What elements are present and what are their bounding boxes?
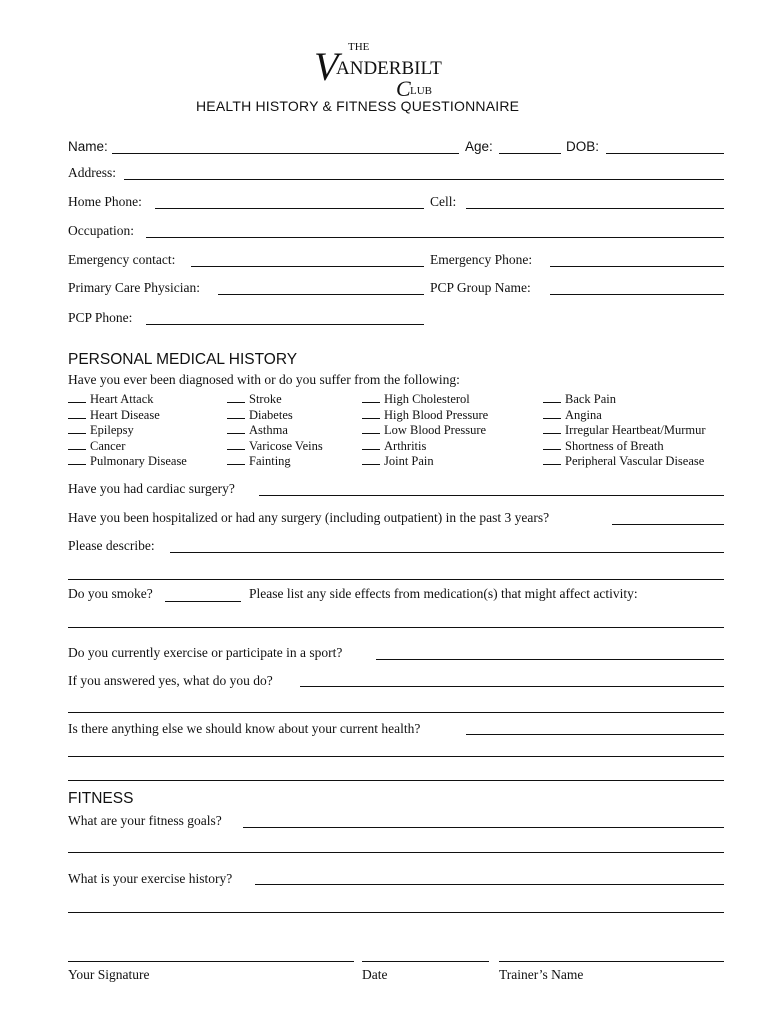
age-field[interactable]	[499, 153, 561, 154]
emergency-contact-label: Emergency contact:	[68, 252, 176, 267]
svg-text:V: V	[314, 44, 339, 89]
pcp-group-field[interactable]	[550, 294, 724, 295]
medical-history-heading: PERSONAL MEDICAL HISTORY	[68, 351, 298, 368]
condition-item: High Blood Pressure	[362, 408, 488, 424]
cell-field[interactable]	[466, 208, 724, 209]
condition-item: Irregular Heartbeat/Murmur	[543, 423, 706, 439]
logo-main: ANDERBILT	[336, 58, 442, 79]
condition-checkbox[interactable]	[68, 454, 86, 465]
condition-item: Varicose Veins	[227, 439, 323, 455]
condition-checkbox[interactable]	[362, 408, 380, 419]
condition-checkbox[interactable]	[68, 423, 86, 434]
emergency-phone-field[interactable]	[550, 266, 724, 267]
condition-item: Pulmonary Disease	[68, 454, 187, 470]
home-phone-label: Home Phone:	[68, 194, 142, 209]
condition-checkbox[interactable]	[543, 423, 561, 434]
address-label: Address:	[68, 165, 116, 180]
condition-checkbox[interactable]	[227, 408, 245, 419]
condition-item: Asthma	[227, 423, 323, 439]
condition-checkbox[interactable]	[227, 439, 245, 450]
what-do-field-line-2[interactable]	[68, 712, 724, 713]
condition-item: Back Pain	[543, 392, 706, 408]
pcp-phone-label: PCP Phone:	[68, 310, 133, 325]
pcp-label: Primary Care Physician:	[68, 280, 200, 295]
fitness-goals-field[interactable]	[243, 827, 724, 828]
condition-checkbox[interactable]	[68, 439, 86, 450]
occupation-label: Occupation:	[68, 223, 134, 238]
condition-checkbox[interactable]	[362, 392, 380, 403]
condition-checkbox[interactable]	[68, 392, 86, 403]
exercise-history-label: What is your exercise history?	[68, 871, 233, 886]
condition-item: Heart Disease	[68, 408, 187, 424]
condition-checkbox[interactable]	[68, 408, 86, 419]
signature-field[interactable]	[68, 961, 354, 962]
fitness-goals-label: What are your fitness goals?	[68, 813, 222, 828]
emergency-phone-label: Emergency Phone:	[430, 252, 533, 267]
describe-field-line-2[interactable]	[68, 579, 724, 580]
condition-checkbox[interactable]	[227, 392, 245, 403]
condition-checkbox[interactable]	[543, 392, 561, 403]
condition-checkbox[interactable]	[362, 454, 380, 465]
exercise-history-field[interactable]	[255, 884, 724, 885]
what-do-label: If you answered yes, what do you do?	[68, 673, 273, 688]
condition-checkbox[interactable]	[543, 454, 561, 465]
condition-item: Stroke	[227, 392, 323, 408]
signature-label: Your Signature	[68, 967, 150, 982]
smoke-field[interactable]	[165, 601, 241, 602]
vanderbilt-club-logo	[312, 36, 462, 98]
trainer-name-label: Trainer’s Name	[499, 967, 584, 982]
trainer-name-field[interactable]	[499, 961, 724, 962]
pcp-group-label: PCP Group Name:	[430, 280, 531, 295]
condition-checkbox[interactable]	[362, 423, 380, 434]
cardiac-surgery-field[interactable]	[259, 495, 724, 496]
fitness-goals-field-line-2[interactable]	[68, 852, 724, 853]
condition-item: Peripheral Vascular Disease	[543, 454, 706, 470]
condition-column-3	[362, 392, 488, 470]
fitness-heading: FITNESS	[68, 790, 134, 807]
pcp-phone-field[interactable]	[146, 324, 424, 325]
cardiac-surgery-label: Have you had cardiac surgery?	[68, 481, 235, 496]
condition-item: Diabetes	[227, 408, 323, 424]
name-field[interactable]	[112, 153, 459, 154]
age-label: Age:	[465, 139, 493, 154]
home-phone-field[interactable]	[155, 208, 424, 209]
condition-checkbox[interactable]	[227, 454, 245, 465]
svg-text:C: C	[396, 76, 411, 98]
condition-checkbox[interactable]	[227, 423, 245, 434]
condition-column-4	[543, 392, 706, 470]
condition-item: Low Blood Pressure	[362, 423, 488, 439]
cell-label: Cell:	[430, 194, 457, 209]
anything-else-field-line-2[interactable]	[68, 756, 724, 757]
condition-item: Epilepsy	[68, 423, 187, 439]
pcp-field[interactable]	[218, 294, 424, 295]
condition-checkbox[interactable]	[543, 439, 561, 450]
describe-field[interactable]	[170, 552, 724, 553]
hospitalized-field[interactable]	[612, 524, 724, 525]
condition-item: Arthritis	[362, 439, 488, 455]
condition-item: High Cholesterol	[362, 392, 488, 408]
form-title: HEALTH HISTORY & FITNESS QUESTIONNAIRE	[196, 98, 520, 114]
condition-column-2	[227, 392, 323, 470]
condition-column-1	[68, 392, 187, 470]
side-effects-field[interactable]	[68, 627, 724, 628]
anything-else-field-line-3[interactable]	[68, 780, 724, 781]
exercise-field[interactable]	[376, 659, 724, 660]
condition-item: Cancer	[68, 439, 187, 455]
smoke-label: Do you smoke?	[68, 586, 153, 601]
what-do-field[interactable]	[300, 686, 724, 687]
exercise-history-field-line-2[interactable]	[68, 912, 724, 913]
condition-checkbox[interactable]	[543, 408, 561, 419]
condition-item: Angina	[543, 408, 706, 424]
emergency-contact-field[interactable]	[191, 266, 424, 267]
condition-item: Joint Pain	[362, 454, 488, 470]
side-effects-label: Please list any side effects from medication(s) that might affect activity:	[249, 586, 638, 601]
condition-item: Fainting	[227, 454, 323, 470]
anything-else-field[interactable]	[466, 734, 724, 735]
address-field[interactable]	[124, 179, 724, 180]
dob-label: DOB:	[566, 139, 600, 154]
date-label: Date	[362, 967, 388, 982]
hospitalized-label: Have you been hospitalized or had any surgery (including outpatient) in the past 3 years?	[68, 510, 550, 525]
svg-text:LUB: LUB	[410, 85, 432, 97]
name-label: Name:	[68, 139, 108, 154]
condition-checkbox[interactable]	[362, 439, 380, 450]
anything-else-label: Is there anything else we should know about your current health?	[68, 721, 421, 736]
condition-item: Heart Attack	[68, 392, 187, 408]
describe-label: Please describe:	[68, 538, 155, 553]
condition-item: Shortness of Breath	[543, 439, 706, 455]
dob-field[interactable]	[606, 153, 724, 154]
date-field[interactable]	[362, 961, 489, 962]
exercise-label: Do you currently exercise or participate in a sport?	[68, 645, 343, 660]
occupation-field[interactable]	[146, 237, 724, 238]
logo-the: THE	[348, 41, 370, 53]
medical-intro: Have you ever been diagnosed with or do you suffer from the following:	[68, 372, 460, 387]
